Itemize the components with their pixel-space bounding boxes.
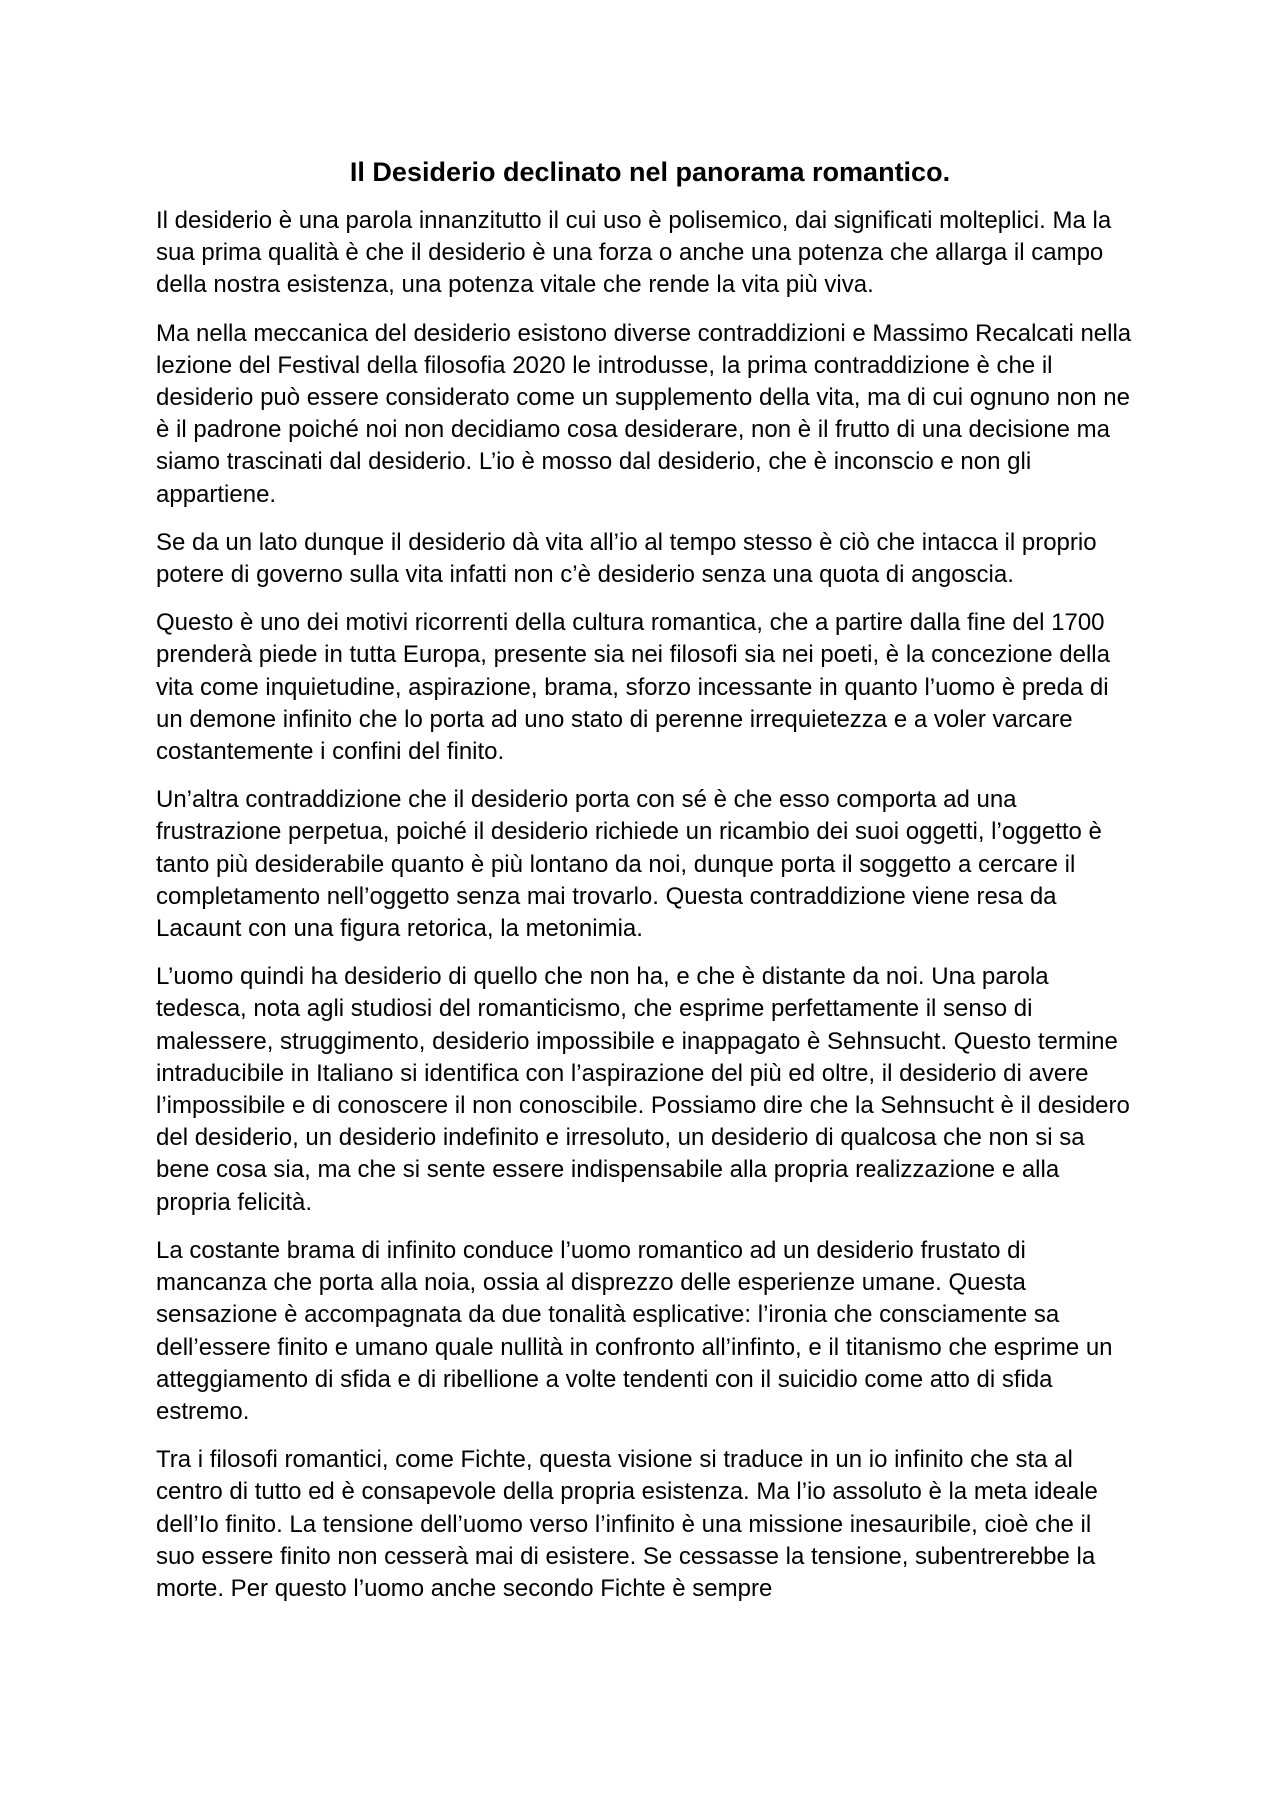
document-title: Il Desiderio declinato nel panorama romantico. <box>349 157 951 187</box>
paragraph-3: Se da un lato dunque il desiderio dà vita all’io al tempo stesso è ciò che intacca il proprio potere di governo sulla vita infatti non c’è desiderio senza una quota di angoscia. <box>156 528 1097 589</box>
paragraph-8: Tra i filosofi romantici, come Fichte, questa visione si traduce in un io infinito che sta al centro di tutto ed è consapevole della propria esistenza. Ma l’io assoluto è la meta ideale dell’Io finito. La tensione dell’uomo verso l’infinito è una missione inesauribile, cioè che il suo essere finito non cesserà mai di esistere. Se cessasse la tensione, subentrerebbe la morte. Per questo l’uomo anche secondo Fichte è sempre <box>156 1446 1098 1602</box>
document-body <box>156 205 1136 1605</box>
document-page <box>156 155 1136 1621</box>
paragraph-5: Un’altra contraddizione che il desiderio porta con sé è che esso comporta ad una frustrazione perpetua, poiché il desiderio richiede un ricambio dei suoi oggetti, l’oggetto è tanto più desiderabile quanto è più lontano da noi, dunque porta il soggetto a cercare il completamento nell’oggetto senza mai trovarlo. Questa contraddizione viene resa da Lacaunt con una figura retorica, la metonimia. <box>156 786 1102 943</box>
paragraph-4: Questo è uno dei motivi ricorrenti della cultura romantica, che a partire dalla fine del 1700 prenderà piede in tutta Europa, presente sia nei filosofi sia nei poeti, è la concezione della vita come inquietudine, aspirazione, brama, sforzo incessante in quanto l’uomo è preda di un demone infinito che lo porta ad uno stato di perenne irrequietezza e a voler varcare costantemente i confini del finito. <box>156 609 1110 766</box>
paragraph-2: Ma nella meccanica del desiderio esistono diverse contraddizioni e Massimo Recalcati nella lezione del Festival della filosofia 2020 le introdusse, la prima contraddizione è che il desiderio può essere considerato come un supplemento della vita, ma di cui ognuno non ne è il padrone poiché noi non decidiamo cosa desiderare, non è il frutto di una decisione ma siamo trascinati dal desiderio. L’io è mosso dal desiderio, che è inconscio e non gli appartiene. <box>156 319 1132 508</box>
paragraph-7: La costante brama di infinito conduce l’uomo romantico ad un desiderio frustato di mancanza che porta alla noia, ossia al disprezzo delle esperienze umane. Questa sensazione è accompagnata da due tonalità esplicative: l’ironia che consciamente sa dell’essere finito e umano quale nullità in confronto all’infinto, e il titanismo che esprime un atteggiamento di sfida e di ribellione a volte tendenti con il suicidio come atto di sfida estremo. <box>156 1236 1113 1425</box>
paragraph-1: Il desiderio è una parola innanzitutto il cui uso è polisemico, dai significati molteplici. Ma la sua prima qualità è che il desiderio è una forza o anche una potenza che allarga il campo della nostra esistenza, una potenza vitale che rende la vita più viva. <box>156 207 1112 299</box>
paragraph-6: L’uomo quindi ha desiderio di quello che non ha, e che è distante da noi. Una parola tedesca, nota agli studiosi del romanticismo, che esprime perfettamente il senso di malessere, struggimento, desiderio impossibile e inappagato è Sehnsucht. Questo termine intraducibile in Italiano si identifica con l’aspirazione del più ed oltre, il desiderio di avere l’impossibile e di conoscere il non conoscibile. Possiamo dire che la Sehnsucht è il desidero del desiderio, un desiderio indefinito e irresoluto, un desiderio di qualcosa che non si sa bene cosa sia, ma che si sente essere indispensabile alla propria realizzazione e alla propria felicità. <box>156 963 1130 1216</box>
